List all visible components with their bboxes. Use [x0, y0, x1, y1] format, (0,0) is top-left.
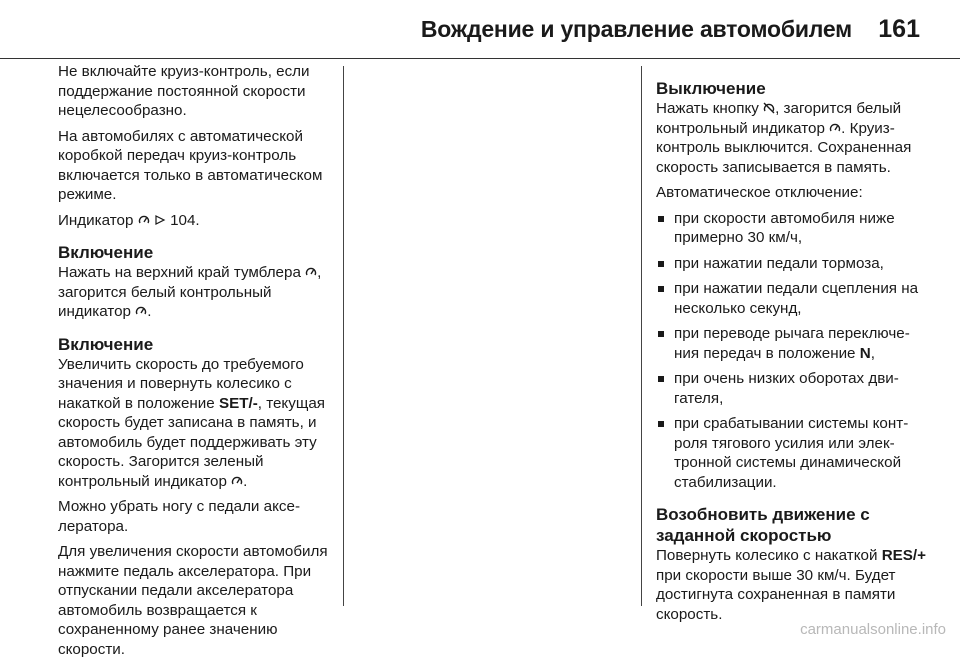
- text: , загорится белый контрольный индикатор: [58, 264, 322, 320]
- list-item: при срабатывании системы контроля тягового усилия или электронной системы динамической стабилизации.: [656, 414, 928, 492]
- list-item: [656, 324, 928, 363]
- page-number: 161: [878, 15, 920, 43]
- text: Повернуть колесико с накаткой: [656, 547, 882, 564]
- text-column-3: [656, 62, 928, 630]
- text: , текущая скорость будет записана в память, и автомобиль будет поддерживать эту скорость. Загорится зеленый контрольный индикатор: [58, 394, 326, 490]
- text: . Круиз-контроль выключится. Сохраненная скорость записывается в память.: [656, 119, 912, 176]
- text: Нажать на верхний край тумблера: [58, 264, 306, 281]
- paragraph: [656, 99, 928, 177]
- cruise-control-icon: [135, 305, 147, 317]
- text: при скорости выше 30 км/ч. Будет достигнута сохраненная в памяти скорость.: [656, 566, 896, 623]
- paragraph: Для увеличения скорости автомобиля нажмите педаль акселератора. При отпускании педали акселератора автомобиль возвращается к сохраненному ранее значению скорости.: [58, 543, 328, 658]
- watermark: carmanualsonline.info: [800, 621, 946, 638]
- control-label: RES/+: [881, 547, 927, 564]
- text: при переводе рычага переключения передач в положение: [674, 325, 910, 362]
- auto-off-list: [656, 209, 928, 493]
- cruise-control-icon: [305, 266, 317, 278]
- cruise-control-icon: [829, 122, 841, 134]
- cruise-control-icon: [231, 475, 243, 487]
- page-header: [0, 0, 960, 62]
- control-label: N: [859, 344, 871, 362]
- list-item: при нажатии педали тормоза,: [656, 254, 928, 274]
- text: Нажать кнопку: [656, 100, 764, 117]
- cruise-control-off-icon: [763, 102, 775, 114]
- column-divider-2: [641, 66, 642, 606]
- text: .: [243, 472, 248, 490]
- text-column-1: [58, 62, 328, 665]
- text: Индикатор: [58, 211, 138, 229]
- paragraph: На автомобилях с автоматической коробкой передач круиз-контроль включается только в автоматическом режиме.: [58, 127, 323, 203]
- text: .: [147, 303, 152, 320]
- column-divider-1: [343, 66, 344, 606]
- paragraph: [58, 211, 328, 231]
- paragraph: Не включайте круиз-контроль, если поддержание постоянной скорости нецелесообразно.: [58, 63, 310, 119]
- paragraph: Автоматическое отключение:: [656, 184, 863, 201]
- section-heading: Выключение: [656, 79, 766, 98]
- reference-arrow-icon: [154, 214, 166, 226]
- paragraph: [58, 263, 328, 322]
- cruise-control-icon: [138, 214, 150, 226]
- control-label: SET/-: [218, 394, 258, 412]
- list-item: при очень низких оборотах двигателя,: [656, 369, 928, 408]
- paragraph: [58, 355, 328, 492]
- section-heading: Возобновить движение с заданной скоростью: [656, 505, 870, 545]
- header-divider: [0, 58, 960, 59]
- page-title: Вождение и управление автомобилем: [420, 16, 852, 42]
- text: 104.: [165, 211, 200, 229]
- text: , загорится белый контрольный индикатор: [656, 100, 902, 137]
- list-item: при скорости автомобиля ниже примерно 30 км/ч,: [656, 209, 928, 248]
- section-heading: Включение: [58, 243, 154, 262]
- paragraph: Можно убрать ногу с педали акселератора.: [58, 498, 300, 535]
- list-item: при нажатии педали сцепления на несколько секунд,: [656, 279, 928, 318]
- section-heading: Включение: [58, 334, 154, 354]
- paragraph: [656, 546, 928, 624]
- text: ,: [870, 344, 875, 362]
- text: Увеличить скорость до требуемого значения и повернуть колесико с накаткой в положение: [58, 355, 304, 412]
